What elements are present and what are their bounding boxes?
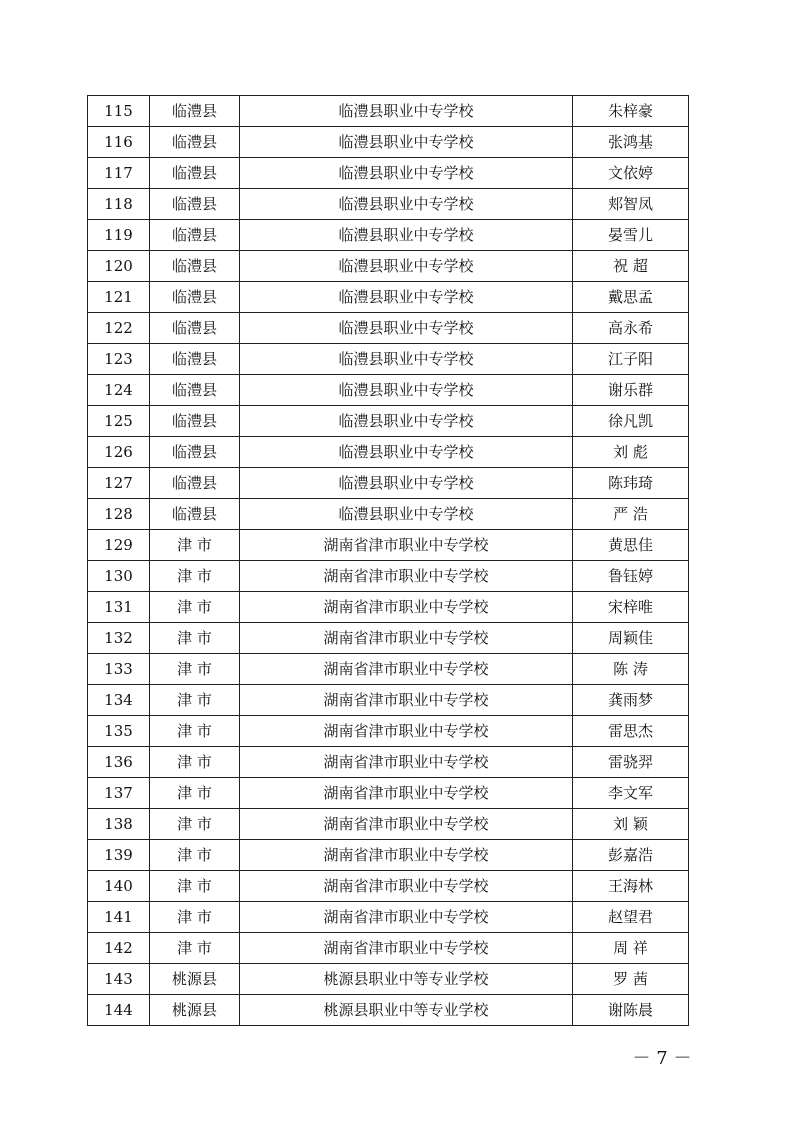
school-cell: 临澧县职业中专学校	[240, 375, 573, 406]
table-row	[88, 127, 689, 158]
row-number-cell: 128	[88, 499, 150, 530]
table-row	[88, 437, 689, 468]
student-name-cell: 刘 彪	[573, 437, 689, 468]
row-number-cell: 123	[88, 344, 150, 375]
student-name-cell: 李文军	[573, 778, 689, 809]
row-number-cell: 133	[88, 654, 150, 685]
school-cell: 桃源县职业中等专业学校	[240, 964, 573, 995]
table-row	[88, 499, 689, 530]
row-number-cell: 142	[88, 933, 150, 964]
student-name-cell: 戴思孟	[573, 282, 689, 313]
county-cell: 桃源县	[150, 995, 240, 1026]
county-cell: 津 市	[150, 716, 240, 747]
page-number: － 7 －	[632, 1048, 692, 1069]
student-name-cell: 谢陈晨	[573, 995, 689, 1026]
row-number-cell: 117	[88, 158, 150, 189]
row-number-cell: 125	[88, 406, 150, 437]
school-cell: 临澧县职业中专学校	[240, 127, 573, 158]
row-number-cell: 124	[88, 375, 150, 406]
row-number-cell: 136	[88, 747, 150, 778]
county-cell: 津 市	[150, 809, 240, 840]
student-name-cell: 徐凡凯	[573, 406, 689, 437]
county-cell: 临澧县	[150, 220, 240, 251]
table-row	[88, 344, 689, 375]
county-cell: 津 市	[150, 654, 240, 685]
row-number-cell: 137	[88, 778, 150, 809]
table-row	[88, 809, 689, 840]
county-cell: 临澧县	[150, 468, 240, 499]
row-number-cell: 132	[88, 623, 150, 654]
table-row	[88, 220, 689, 251]
school-cell: 湖南省津市职业中专学校	[240, 654, 573, 685]
school-cell: 湖南省津市职业中专学校	[240, 561, 573, 592]
table-row	[88, 933, 689, 964]
table-row	[88, 902, 689, 933]
county-cell: 临澧县	[150, 344, 240, 375]
school-cell: 临澧县职业中专学校	[240, 313, 573, 344]
student-name-cell: 赵望君	[573, 902, 689, 933]
student-name-cell: 郏智凤	[573, 189, 689, 220]
school-cell: 湖南省津市职业中专学校	[240, 623, 573, 654]
county-cell: 临澧县	[150, 282, 240, 313]
table-row	[88, 313, 689, 344]
student-name-cell: 谢乐群	[573, 375, 689, 406]
row-number-cell: 130	[88, 561, 150, 592]
school-cell: 临澧县职业中专学校	[240, 282, 573, 313]
table-row	[88, 592, 689, 623]
row-number-cell: 144	[88, 995, 150, 1026]
county-cell: 津 市	[150, 871, 240, 902]
row-number-cell: 126	[88, 437, 150, 468]
roster-table	[87, 95, 689, 1026]
table-row	[88, 840, 689, 871]
county-cell: 临澧县	[150, 96, 240, 127]
row-number-cell: 135	[88, 716, 150, 747]
student-name-cell: 高永希	[573, 313, 689, 344]
row-number-cell: 127	[88, 468, 150, 499]
student-name-cell: 彭嘉浩	[573, 840, 689, 871]
row-number-cell: 134	[88, 685, 150, 716]
table-row	[88, 871, 689, 902]
county-cell: 临澧县	[150, 189, 240, 220]
table-row	[88, 561, 689, 592]
county-cell: 临澧县	[150, 499, 240, 530]
school-cell: 湖南省津市职业中专学校	[240, 530, 573, 561]
row-number-cell: 121	[88, 282, 150, 313]
county-cell: 临澧县	[150, 127, 240, 158]
county-cell: 临澧县	[150, 406, 240, 437]
county-cell: 桃源县	[150, 964, 240, 995]
student-name-cell: 晏雪儿	[573, 220, 689, 251]
student-name-cell: 周 祥	[573, 933, 689, 964]
student-name-cell: 江子阳	[573, 344, 689, 375]
school-cell: 湖南省津市职业中专学校	[240, 809, 573, 840]
county-cell: 津 市	[150, 778, 240, 809]
student-name-cell: 严 浩	[573, 499, 689, 530]
row-number-cell: 129	[88, 530, 150, 561]
student-name-cell: 罗 茜	[573, 964, 689, 995]
student-name-cell: 陈 涛	[573, 654, 689, 685]
county-cell: 临澧县	[150, 437, 240, 468]
school-cell: 临澧县职业中专学校	[240, 220, 573, 251]
county-cell: 津 市	[150, 561, 240, 592]
row-number-cell: 116	[88, 127, 150, 158]
county-cell: 津 市	[150, 747, 240, 778]
table-row	[88, 468, 689, 499]
school-cell: 湖南省津市职业中专学校	[240, 716, 573, 747]
county-cell: 津 市	[150, 530, 240, 561]
student-name-cell: 刘 颖	[573, 809, 689, 840]
table-row	[88, 158, 689, 189]
table-row	[88, 375, 689, 406]
county-cell: 津 市	[150, 685, 240, 716]
table-row	[88, 189, 689, 220]
school-cell: 湖南省津市职业中专学校	[240, 933, 573, 964]
row-number-cell: 139	[88, 840, 150, 871]
row-number-cell: 138	[88, 809, 150, 840]
table-row	[88, 995, 689, 1026]
table-row	[88, 96, 689, 127]
school-cell: 临澧县职业中专学校	[240, 251, 573, 282]
school-cell: 临澧县职业中专学校	[240, 96, 573, 127]
table-row	[88, 406, 689, 437]
roster-table-container	[87, 95, 688, 1026]
school-cell: 湖南省津市职业中专学校	[240, 902, 573, 933]
county-cell: 临澧县	[150, 313, 240, 344]
county-cell: 津 市	[150, 840, 240, 871]
student-name-cell: 祝 超	[573, 251, 689, 282]
student-name-cell: 陈玮琦	[573, 468, 689, 499]
table-row	[88, 530, 689, 561]
table-row	[88, 654, 689, 685]
table-row	[88, 251, 689, 282]
row-number-cell: 141	[88, 902, 150, 933]
student-name-cell: 龚雨梦	[573, 685, 689, 716]
school-cell: 湖南省津市职业中专学校	[240, 747, 573, 778]
school-cell: 临澧县职业中专学校	[240, 189, 573, 220]
school-cell: 湖南省津市职业中专学校	[240, 592, 573, 623]
student-name-cell: 文依婷	[573, 158, 689, 189]
student-name-cell: 朱梓豪	[573, 96, 689, 127]
table-row	[88, 716, 689, 747]
student-name-cell: 雷骁羿	[573, 747, 689, 778]
county-cell: 津 市	[150, 933, 240, 964]
school-cell: 湖南省津市职业中专学校	[240, 871, 573, 902]
school-cell: 湖南省津市职业中专学校	[240, 685, 573, 716]
student-name-cell: 雷思杰	[573, 716, 689, 747]
row-number-cell: 122	[88, 313, 150, 344]
table-row	[88, 747, 689, 778]
county-cell: 津 市	[150, 592, 240, 623]
table-row	[88, 282, 689, 313]
school-cell: 临澧县职业中专学校	[240, 499, 573, 530]
table-row	[88, 778, 689, 809]
school-cell: 临澧县职业中专学校	[240, 158, 573, 189]
school-cell: 桃源县职业中等专业学校	[240, 995, 573, 1026]
school-cell: 临澧县职业中专学校	[240, 406, 573, 437]
school-cell: 临澧县职业中专学校	[240, 437, 573, 468]
student-name-cell: 张鸿基	[573, 127, 689, 158]
student-name-cell: 鲁钰婷	[573, 561, 689, 592]
table-row	[88, 685, 689, 716]
county-cell: 临澧县	[150, 375, 240, 406]
table-row	[88, 623, 689, 654]
school-cell: 湖南省津市职业中专学校	[240, 840, 573, 871]
student-name-cell: 周颖佳	[573, 623, 689, 654]
table-row	[88, 964, 689, 995]
row-number-cell: 119	[88, 220, 150, 251]
student-name-cell: 黄思佳	[573, 530, 689, 561]
county-cell: 临澧县	[150, 158, 240, 189]
student-name-cell: 王海林	[573, 871, 689, 902]
county-cell: 津 市	[150, 902, 240, 933]
row-number-cell: 131	[88, 592, 150, 623]
school-cell: 湖南省津市职业中专学校	[240, 778, 573, 809]
county-cell: 临澧县	[150, 251, 240, 282]
school-cell: 临澧县职业中专学校	[240, 344, 573, 375]
student-name-cell: 宋梓唯	[573, 592, 689, 623]
row-number-cell: 143	[88, 964, 150, 995]
roster-table-body	[88, 96, 689, 1026]
row-number-cell: 140	[88, 871, 150, 902]
county-cell: 津 市	[150, 623, 240, 654]
row-number-cell: 118	[88, 189, 150, 220]
row-number-cell: 120	[88, 251, 150, 282]
school-cell: 临澧县职业中专学校	[240, 468, 573, 499]
row-number-cell: 115	[88, 96, 150, 127]
